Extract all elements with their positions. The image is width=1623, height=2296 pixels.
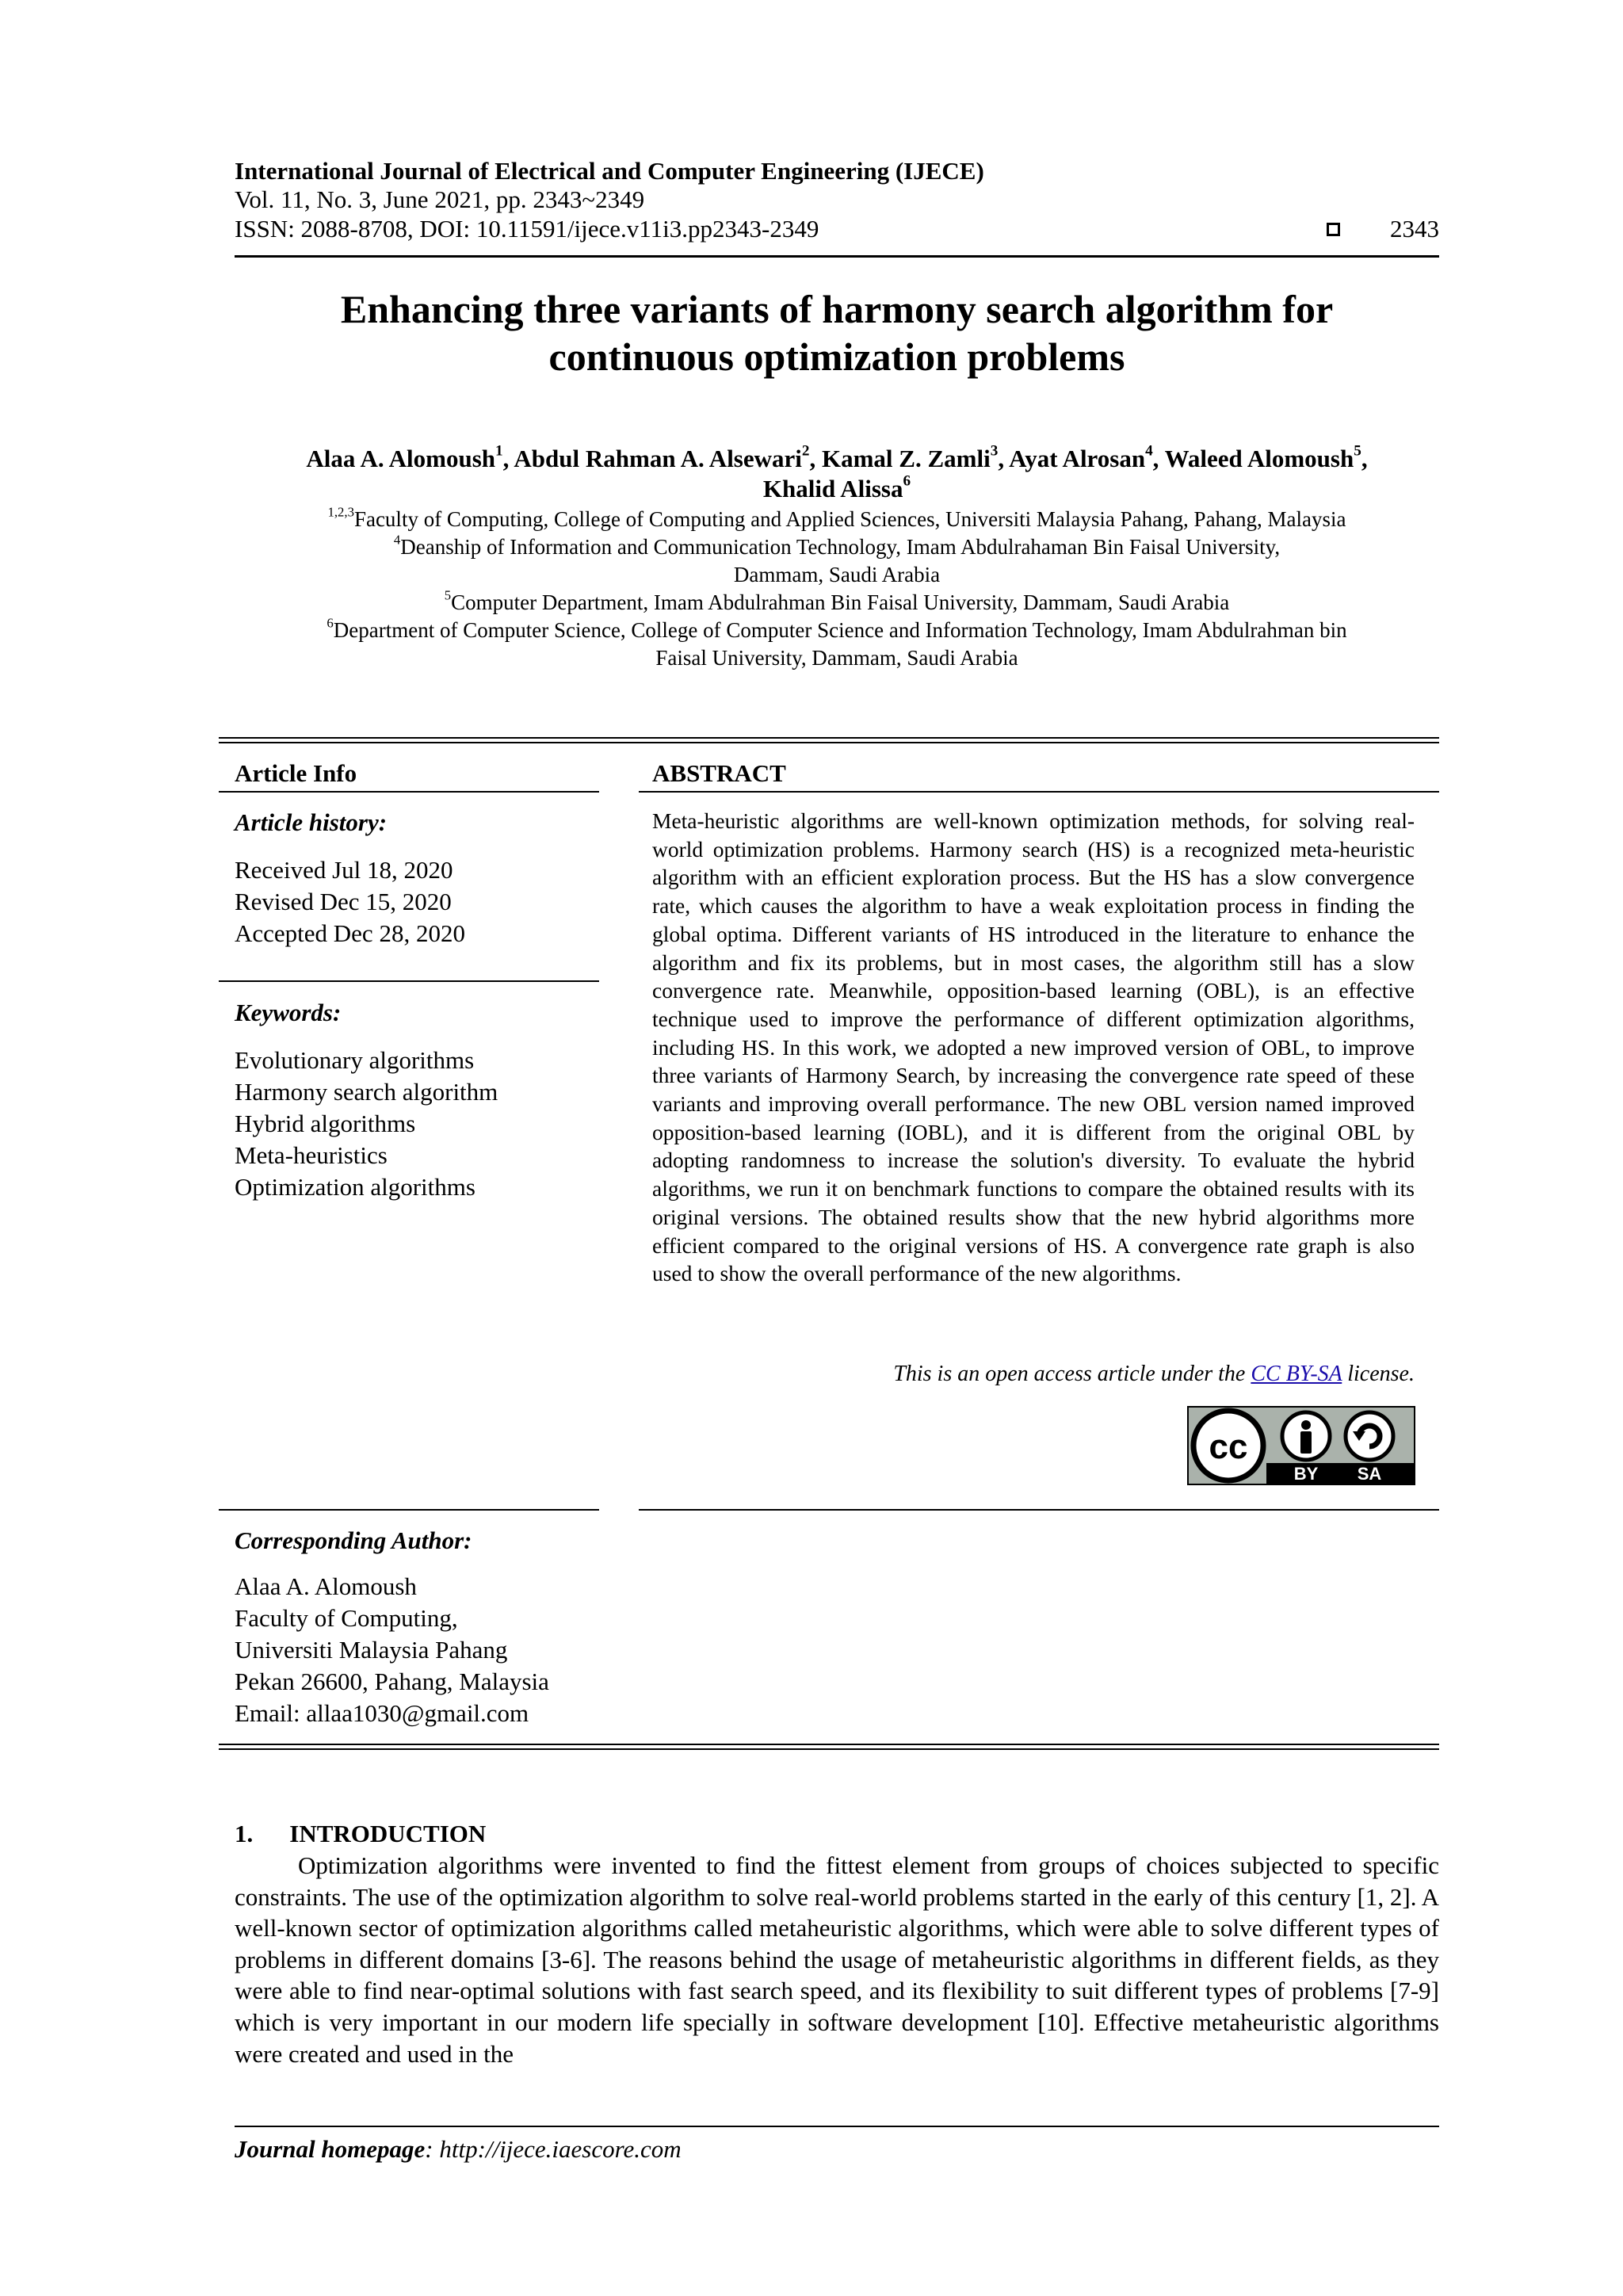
author-name: Khalid Alissa [762, 475, 903, 502]
affiliation [235, 617, 1439, 644]
author-name: Alaa A. Alomoush [306, 445, 496, 472]
badge-sa-text: SA [1357, 1464, 1382, 1484]
affiliation-sup: 6 [327, 615, 334, 631]
paper-title [235, 285, 1439, 380]
affiliation-text: Deanship of Information and Communication Technology, Imam Abdulrahaman Bin Faisal University, [400, 535, 1281, 559]
issn-doi: ISSN: 2088-8708, DOI: 10.11591/ijece.v11i3.pp2343-2349 [235, 215, 819, 243]
box-top-rule [219, 737, 1439, 743]
corresponding-details [235, 1571, 549, 1729]
page-number-block [1316, 215, 1439, 243]
license-note [652, 1362, 1415, 1387]
keyword: Harmony search algorithm [235, 1078, 498, 1106]
cc-badge-icon [1187, 1406, 1415, 1485]
homepage-url: : http://ijece.iaescore.com [425, 2135, 682, 2163]
author-sep: , [502, 445, 514, 472]
corresponding-line: Pekan 26600, Pahang, Malaysia [235, 1668, 549, 1695]
affiliation-sup: 1,2,3 [327, 504, 354, 520]
author-sup: 1 [495, 442, 503, 460]
homepage-label: Journal homepage [235, 2135, 426, 2163]
article-info-heading: Article Info [235, 759, 357, 787]
journal-homepage [235, 2135, 682, 2164]
affiliation [235, 589, 1439, 617]
abstract-heading: ABSTRACT [652, 759, 786, 787]
author-name: Abdul Rahman A. Alsewari [514, 445, 802, 472]
affiliation-list [235, 506, 1439, 672]
volume-info: Vol. 11, No. 3, June 2021, pp. 2343~2349 [235, 185, 645, 213]
author-sup: 6 [903, 472, 911, 490]
history-item: Received Jul 18, 2020 [235, 856, 453, 884]
journal-name: International Journal of Electrical and Computer Engineering (IJECE) [235, 157, 984, 185]
author-sup: 5 [1354, 442, 1361, 460]
keyword: Evolutionary algorithms [235, 1046, 475, 1074]
license-link[interactable]: CC BY-SA [1251, 1362, 1342, 1386]
corresponding-line: Universiti Malaysia Pahang [235, 1636, 508, 1664]
info-bottom-rule [219, 1509, 599, 1511]
keyword: Optimization algorithms [235, 1173, 475, 1201]
abstract-text: Meta-heuristic algorithms are well-known optimization methods, for solving real-world optimization problems. Harmony search (HS) is a recognized meta-heuristic algorithm with an efficient exploration process. But the HS has a slow convergence rate, which causes the algorithm to have a weak exploitation process in finding the global optima. Different variants of HS introduced in the literature to enhance the algorithm and fix its problems, but in most cases, the algorithm still has a slow convergence rate. Meanwhile, opposition-based learning (OBL), is an effective technique used to improve the performance of different optimization algorithms, including HS. In this work, we adopted a new improved version of OBL, to improve three variants of Harmony Search, by increasing the convergence rate speed of these variants and improving overall performance. The new OBL version named improved opposition-based learning (IOBL), and it is different from the original OBL by adopting randomness to increase the solution's diversity. To evaluate the hybrid algorithms, we run it on benchmark functions to compare the obtained results with its original versions. The obtained results show that the new hybrid algorithms more efficient compared to the original versions of HS. A convergence rate graph is also used to show the overall performance of the new algorithms. [652, 808, 1415, 1286]
history-heading: Article history: [235, 808, 388, 836]
header-rule [235, 255, 1439, 258]
abstract-rule [639, 791, 1439, 793]
footer-rule [235, 2126, 1439, 2127]
corresponding-line: Alaa A. Alomoush [235, 1572, 417, 1600]
author-sup: 2 [801, 442, 810, 460]
author-sep: , [1361, 445, 1368, 472]
affiliation-sup: 5 [444, 587, 452, 603]
author-name: Waleed Alomoush [1164, 445, 1354, 472]
page-number: 2343 [1390, 215, 1439, 243]
author-list [235, 444, 1439, 504]
affiliation-cont: Faisal University, Dammam, Saudi Arabia [655, 646, 1018, 670]
keyword: Meta-heuristics [235, 1141, 388, 1169]
author-sep: , [809, 445, 822, 472]
affiliation-text: Computer Department, Imam Abdulrahman Bin Faisal University, Dammam, Saudi Arabia [451, 590, 1230, 614]
affiliation [235, 506, 1439, 533]
author-line-1 [235, 444, 1439, 474]
author-name: Kamal Z. Zamli [822, 445, 991, 472]
intro-number: 1. [235, 1820, 254, 1847]
intro-heading [235, 1820, 486, 1848]
author-name: Ayat Alrosan [1009, 445, 1146, 472]
intro-title: INTRODUCTION [289, 1820, 487, 1847]
affiliation-cont: Dammam, Saudi Arabia [733, 563, 941, 586]
title-line-2: continuous optimization problems [548, 334, 1125, 379]
title-line-1: Enhancing three variants of harmony search algorithm for [340, 287, 1334, 331]
author-sep: , [1152, 445, 1165, 472]
badge-cc-text: cc [1209, 1427, 1248, 1466]
author-line-2 [235, 474, 1439, 504]
article-info-rule [219, 791, 599, 793]
keyword: Hybrid algorithms [235, 1110, 416, 1137]
intro-paragraph: Optimization algorithms were invented to find the fittest element from groups of choices subjected to specific constraints. The use of the optimization algorithm to solve real-world problems started in the early of this century [1, 2]. A well-known sector of optimization algorithms called metaheuristic algorithms, which were able to solve different types of problems in different domains [3-6]. The reasons behind the usage of metaheuristic algorithms in different fields, as they were able to find near-optimal solutions with fast search speed, and its flexibility to suit different types of problems [7-9] which is very important in our modern life specially in software development [10]. Effective metaheuristic algorithms were created and used in the [235, 1851, 1439, 2068]
author-sup: 3 [990, 442, 999, 460]
history-item: Revised Dec 15, 2020 [235, 888, 452, 915]
corresponding-line: Faculty of Computing, [235, 1604, 458, 1632]
corresponding-heading: Corresponding Author: [235, 1526, 472, 1554]
corresponding-email: Email: allaa1030@gmail.com [235, 1699, 529, 1727]
affiliation-text: Department of Computer Science, College of Computer Science and Information Technology, Imam Abdulrahman bin [333, 618, 1347, 642]
box-bottom-rule [219, 1744, 1439, 1750]
history-rule [219, 980, 599, 982]
keywords-list [235, 1045, 498, 1203]
affiliation [235, 533, 1439, 561]
license-text-end: license. [1342, 1362, 1415, 1386]
square-bullet-icon [1327, 223, 1340, 236]
affiliation-sup: 4 [393, 532, 401, 548]
author-sep: , [998, 445, 1010, 472]
history-item: Accepted Dec 28, 2020 [235, 919, 465, 947]
history-list [235, 854, 465, 949]
cc-by-sa-badge [1187, 1406, 1415, 1485]
author-sup: 4 [1145, 442, 1153, 460]
abstract-bottom-rule [639, 1509, 1439, 1511]
license-text: This is an open access article under the [893, 1362, 1251, 1386]
keywords-heading: Keywords: [235, 999, 342, 1026]
badge-by-text: BY [1293, 1464, 1319, 1484]
affiliation-text: Faculty of Computing, College of Computing and Applied Sciences, Universiti Malaysia Pahang, Pahang, Malaysia [353, 507, 1346, 531]
